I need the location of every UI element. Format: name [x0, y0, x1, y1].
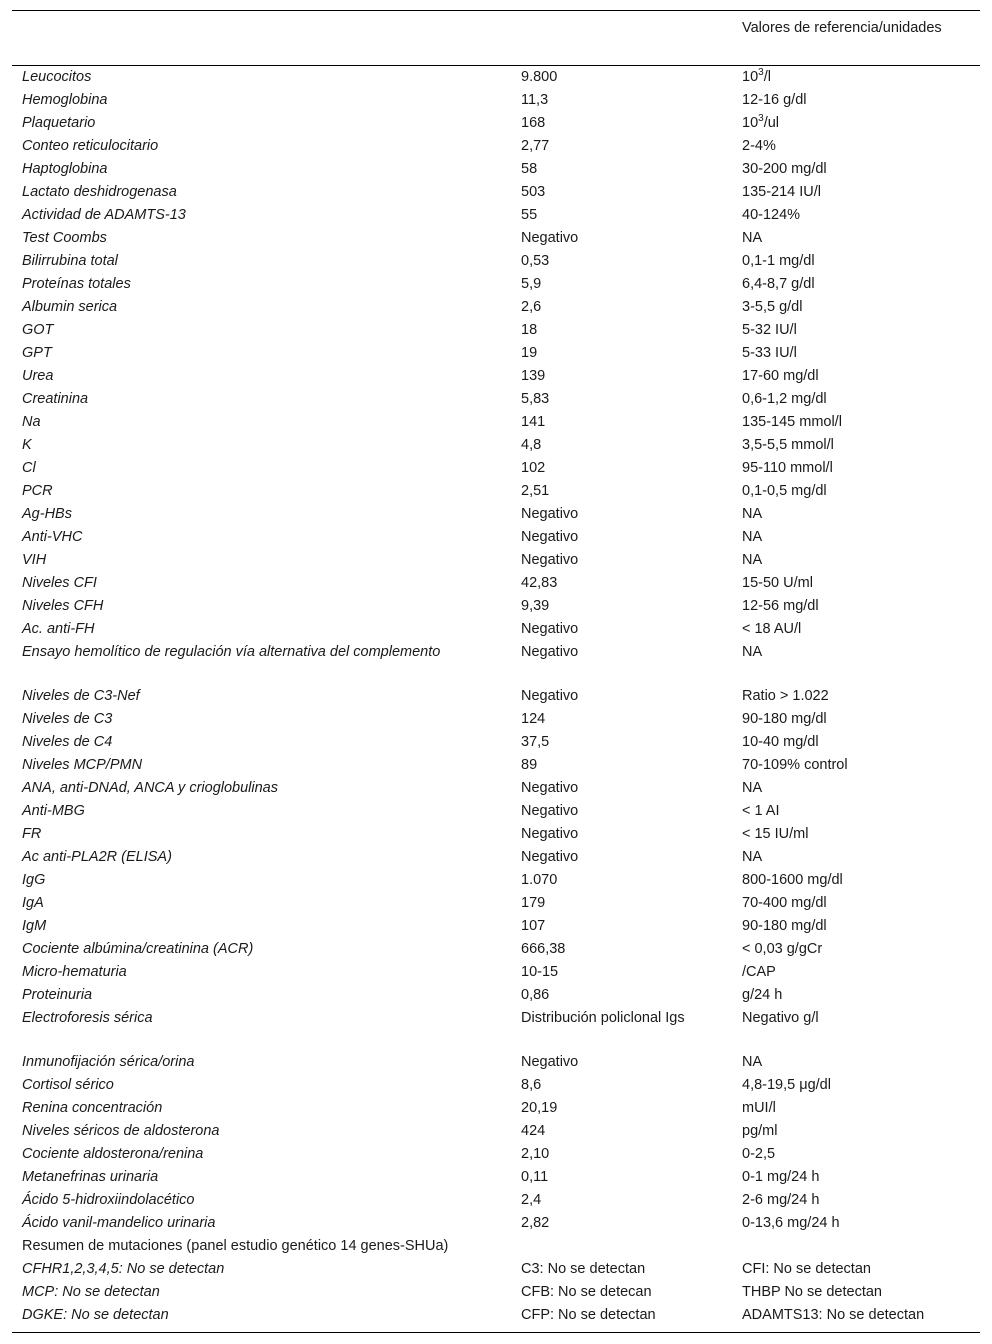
cell-parameter: Lactato deshidrogenasa	[22, 184, 177, 200]
cell-value: 37,5	[521, 734, 550, 750]
header-value	[512, 11, 732, 65]
cell-reference: 2-4%	[742, 138, 776, 154]
cell-value	[512, 1236, 732, 1259]
table-row	[12, 824, 980, 847]
table-row	[12, 847, 980, 870]
cell-reference: 800-1600 mg/dl	[742, 872, 843, 888]
cell-reference: 0-2,5	[742, 1146, 776, 1162]
cell-parameter: K	[22, 437, 32, 453]
cell-value: Negativo	[521, 1054, 579, 1070]
cell-parameter: IgG	[22, 872, 46, 888]
table-row	[12, 1167, 980, 1190]
table-row	[12, 1213, 980, 1236]
cell-parameter: Renina concentración	[22, 1100, 163, 1116]
cell-reference: 10-40 mg/dl	[742, 734, 819, 750]
table-row	[12, 1008, 980, 1052]
cell-value: 89	[521, 757, 538, 773]
table-row	[12, 159, 980, 182]
cell-reference	[732, 67, 980, 90]
cell-parameter: MCP: No se detectan	[22, 1284, 160, 1300]
table-row	[12, 458, 980, 481]
table-row	[12, 205, 980, 228]
table-row	[12, 412, 980, 435]
cell-value: 2,51	[521, 483, 550, 499]
cell-parameter: IgM	[22, 918, 47, 934]
table-row	[12, 297, 980, 320]
cell-value: 0,53	[521, 253, 550, 269]
cell-value: Negativo	[521, 688, 579, 704]
cell-parameter: Niveles séricos de aldosterona	[22, 1123, 220, 1139]
cell-reference: 40-124%	[742, 207, 801, 223]
cell-reference: Negativo g/l	[742, 1010, 819, 1026]
cell-reference: NA	[742, 506, 763, 522]
cell-value: 11,3	[521, 92, 549, 108]
cell-value: Negativo	[521, 621, 579, 637]
cell-parameter: Niveles CFI	[22, 575, 97, 591]
cell-parameter: Anti-MBG	[22, 803, 85, 819]
cell-value: Negativo	[521, 552, 579, 568]
cell-value: 20,19	[521, 1100, 558, 1116]
table-row	[12, 320, 980, 343]
cell-value: 503	[521, 184, 546, 200]
table-header	[12, 11, 980, 66]
cell-reference: /CAP	[742, 964, 776, 980]
cell-parameter: Actividad de ADAMTS-13	[22, 207, 186, 223]
cell-parameter: Cl	[22, 460, 36, 476]
cell-value: 9,39	[521, 598, 550, 614]
cell-reference: 5-32 IU/l	[742, 322, 797, 338]
table-body	[12, 66, 980, 1332]
cell-value: Negativo	[521, 849, 579, 865]
cell-reference: 2-6 mg/24 h	[742, 1192, 820, 1208]
cell-value: 58	[521, 161, 538, 177]
cell-value: 2,77	[521, 138, 550, 154]
cell-value: 107	[521, 918, 546, 934]
cell-value: 2,10	[521, 1146, 550, 1162]
cell-value: 10-15	[521, 964, 559, 980]
cell-value: 2,4	[521, 1192, 542, 1208]
cell-value: 124	[521, 711, 546, 727]
cell-reference: 70-400 mg/dl	[742, 895, 827, 911]
ref-base: 10	[742, 115, 759, 131]
table-row	[12, 435, 980, 458]
cell-value: 5,83	[521, 391, 550, 407]
table-row	[12, 251, 980, 274]
cell-value: CFB: No se detecan	[521, 1284, 652, 1300]
table-row	[12, 366, 980, 389]
table-row	[12, 1098, 980, 1121]
cell-parameter: Niveles de C3	[22, 711, 113, 727]
cell-parameter: Albumin serica	[22, 299, 118, 315]
cell-value: Negativo	[521, 644, 579, 660]
cell-value: 19	[521, 345, 538, 361]
cell-value: 666,38	[521, 941, 566, 957]
cell-reference: 6,4-8,7 g/dl	[742, 276, 815, 292]
cell-parameter: Niveles CFH	[22, 598, 104, 614]
ref-base: 10	[742, 69, 759, 85]
cell-reference: pg/ml	[742, 1123, 778, 1139]
cell-reference: 70-109% control	[742, 757, 848, 773]
table-row	[12, 90, 980, 113]
cell-value: 179	[521, 895, 546, 911]
cell-parameter: Ácido vanil-mandelico urinaria	[22, 1215, 216, 1231]
cell-value: CFP: No se detectan	[521, 1307, 656, 1323]
cell-reference	[732, 113, 980, 136]
table-row	[12, 527, 980, 550]
cell-parameter: Conteo reticulocitario	[22, 138, 159, 154]
cell-reference: 17-60 mg/dl	[742, 368, 819, 384]
cell-reference	[732, 1236, 980, 1259]
cell-value: 139	[521, 368, 546, 384]
cell-parameter: Cociente albúmina/creatinina (ACR)	[22, 941, 254, 957]
table-row	[12, 1144, 980, 1167]
cell-reference: 90-180 mg/dl	[742, 918, 827, 934]
cell-reference: < 0,03 g/gCr	[742, 941, 823, 957]
ref-unit: /l	[763, 69, 771, 85]
cell-value: Negativo	[521, 529, 579, 545]
cell-reference: NA	[742, 1054, 763, 1070]
table-row	[12, 504, 980, 527]
cell-reference: 3-5,5 g/dl	[742, 299, 803, 315]
cell-parameter: Niveles de C3-Nef	[22, 688, 140, 704]
cell-reference: NA	[742, 230, 763, 246]
table-row	[12, 1075, 980, 1098]
cell-value: 168	[521, 115, 546, 131]
cell-parameter: GPT	[22, 345, 52, 361]
cell-reference: NA	[742, 780, 763, 796]
cell-reference: 0,1-0,5 mg/dl	[742, 483, 827, 499]
table-row	[12, 893, 980, 916]
cell-reference: 0,1-1 mg/dl	[742, 253, 815, 269]
cell-value: 55	[521, 207, 538, 223]
cell-reference: 95-110 mmol/l	[742, 460, 833, 476]
cell-reference: < 15 IU/ml	[742, 826, 809, 842]
cell-reference: THBP No se detectan	[742, 1284, 882, 1300]
table-row	[12, 755, 980, 778]
table-row	[12, 182, 980, 205]
cell-value: 42,83	[521, 575, 558, 591]
cell-parameter: DGKE: No se detectan	[22, 1307, 169, 1323]
cell-parameter: Metanefrinas urinaria	[22, 1169, 159, 1185]
table-row	[12, 1259, 980, 1282]
lab-results-table	[12, 10, 980, 1333]
cell-value: 1.070	[521, 872, 558, 888]
cell-parameter: Anti-VHC	[22, 529, 83, 545]
cell-value: 2,6	[521, 299, 542, 315]
table-row	[12, 274, 980, 297]
cell-parameter: Cociente aldosterona/renina	[22, 1146, 204, 1162]
cell-parameter: Plaquetario	[22, 115, 96, 131]
cell-reference: CFI: No se detectan	[742, 1261, 871, 1277]
header-reference: Valores de referencia/unidades	[742, 20, 942, 36]
cell-reference: g/24 h	[742, 987, 783, 1003]
ref-exponent: 3	[758, 113, 764, 125]
cell-parameter: Proteínas totales	[22, 276, 131, 292]
header-parameter	[12, 11, 512, 65]
cell-parameter: FR	[22, 826, 42, 842]
cell-value: Negativo	[521, 506, 579, 522]
cell-reference: 4,8-19,5 μg/dl	[742, 1077, 831, 1093]
cell-value: 8,6	[521, 1077, 542, 1093]
cell-value: C3: No se detectan	[521, 1261, 646, 1277]
cell-parameter: Micro-hematuria	[22, 964, 127, 980]
cell-parameter: Ac anti-PLA2R (ELISA)	[22, 849, 172, 865]
table-row	[12, 709, 980, 732]
table-row	[12, 642, 980, 686]
cell-value: 9.800	[521, 69, 558, 85]
cell-reference: 135-145 mmol/l	[742, 414, 842, 430]
cell-parameter: Resumen de mutaciones (panel estudio genético 14 genes-SHUa)	[22, 1238, 449, 1254]
table-row	[12, 1190, 980, 1213]
cell-parameter: Leucocitos	[22, 69, 92, 85]
cell-value: 5,9	[521, 276, 542, 292]
cell-reference: NA	[742, 644, 763, 660]
cell-reference: 0-13,6 mg/24 h	[742, 1215, 840, 1231]
table-row	[12, 228, 980, 251]
table-row	[12, 343, 980, 366]
table-row	[12, 1121, 980, 1144]
table-row	[12, 778, 980, 801]
cell-parameter: Electroforesis sérica	[22, 1010, 153, 1026]
cell-value: 4,8	[521, 437, 542, 453]
cell-parameter: Proteinuria	[22, 987, 93, 1003]
cell-reference: 5-33 IU/l	[742, 345, 797, 361]
cell-parameter: Test Coombs	[22, 230, 107, 246]
cell-value: 18	[521, 322, 538, 338]
table-row	[12, 939, 980, 962]
cell-parameter: GOT	[22, 322, 54, 338]
table-row	[12, 801, 980, 824]
cell-reference: NA	[742, 552, 763, 568]
table-row	[12, 573, 980, 596]
cell-reference: 90-180 mg/dl	[742, 711, 827, 727]
cell-parameter: Cortisol sérico	[22, 1077, 114, 1093]
cell-parameter: Creatinina	[22, 391, 89, 407]
cell-value: Negativo	[521, 780, 579, 796]
cell-reference: NA	[742, 849, 763, 865]
cell-reference: 15-50 U/ml	[742, 575, 813, 591]
cell-parameter: Bilirrubina total	[22, 253, 118, 269]
cell-parameter: Hemoglobina	[22, 92, 108, 108]
cell-parameter: Niveles MCP/PMN	[22, 757, 143, 773]
table-row	[12, 389, 980, 412]
cell-reference: 30-200 mg/dl	[742, 161, 827, 177]
table-row	[12, 481, 980, 504]
cell-reference: mUI/l	[742, 1100, 776, 1116]
table-row	[12, 686, 980, 709]
ref-exponent: 3	[758, 67, 764, 79]
cell-reference: 0-1 mg/24 h	[742, 1169, 820, 1185]
table-row	[12, 870, 980, 893]
cell-value: 0,11	[521, 1169, 549, 1185]
cell-reference: 135-214 IU/l	[742, 184, 821, 200]
cell-parameter: Ácido 5-hidroxiindolacético	[22, 1192, 195, 1208]
cell-reference: ADAMTS13: No se detectan	[742, 1307, 925, 1323]
cell-reference: 0,6-1,2 mg/dl	[742, 391, 827, 407]
cell-parameter: Haptoglobina	[22, 161, 108, 177]
cell-value: Negativo	[521, 803, 579, 819]
table-row	[12, 962, 980, 985]
cell-value: Negativo	[521, 826, 579, 842]
table-row	[12, 550, 980, 573]
cell-parameter: VIH	[22, 552, 47, 568]
cell-parameter: Inmunofijación sérica/orina	[22, 1054, 195, 1070]
cell-reference: 12-56 mg/dl	[742, 598, 819, 614]
table-row	[12, 985, 980, 1008]
cell-parameter: Na	[22, 414, 41, 430]
table-row	[12, 1282, 980, 1305]
cell-value: 424	[521, 1123, 546, 1139]
cell-parameter: IgA	[22, 895, 44, 911]
cell-value: Negativo	[521, 230, 579, 246]
table-row	[12, 1305, 980, 1328]
cell-parameter: Ac. anti-FH	[22, 621, 95, 637]
cell-parameter: Niveles de C4	[22, 734, 113, 750]
cell-value: 2,82	[521, 1215, 550, 1231]
cell-value: 141	[521, 414, 546, 430]
cell-parameter: PCR	[22, 483, 53, 499]
cell-value: 0,86	[521, 987, 550, 1003]
table-row	[12, 732, 980, 755]
table-row	[12, 619, 980, 642]
cell-parameter: Urea	[22, 368, 54, 384]
table-row	[12, 1052, 980, 1075]
cell-reference: 3,5-5,5 mmol/l	[742, 437, 834, 453]
table-row	[12, 113, 980, 136]
table-row	[12, 916, 980, 939]
table-row	[12, 136, 980, 159]
cell-parameter: ANA, anti-DNAd, ANCA y crioglobulinas	[22, 780, 278, 796]
cell-reference: < 18 AU/l	[742, 621, 802, 637]
cell-reference: < 1 AI	[742, 803, 780, 819]
cell-value: 102	[521, 460, 546, 476]
cell-parameter: CFHR1,2,3,4,5: No se detectan	[22, 1261, 225, 1277]
cell-reference: 12-16 g/dl	[742, 92, 807, 108]
table-row	[12, 596, 980, 619]
cell-reference: NA	[742, 529, 763, 545]
cell-parameter: Ag-HBs	[22, 506, 72, 522]
table-row	[12, 67, 980, 90]
cell-parameter: Ensayo hemolítico de regulación vía alternativa del complemento	[22, 644, 441, 660]
ref-unit: /ul	[763, 115, 780, 131]
table-row	[12, 1236, 980, 1259]
cell-reference: Ratio > 1.022	[742, 688, 829, 704]
cell-value: Distribución policlonal Igs	[521, 1010, 685, 1026]
